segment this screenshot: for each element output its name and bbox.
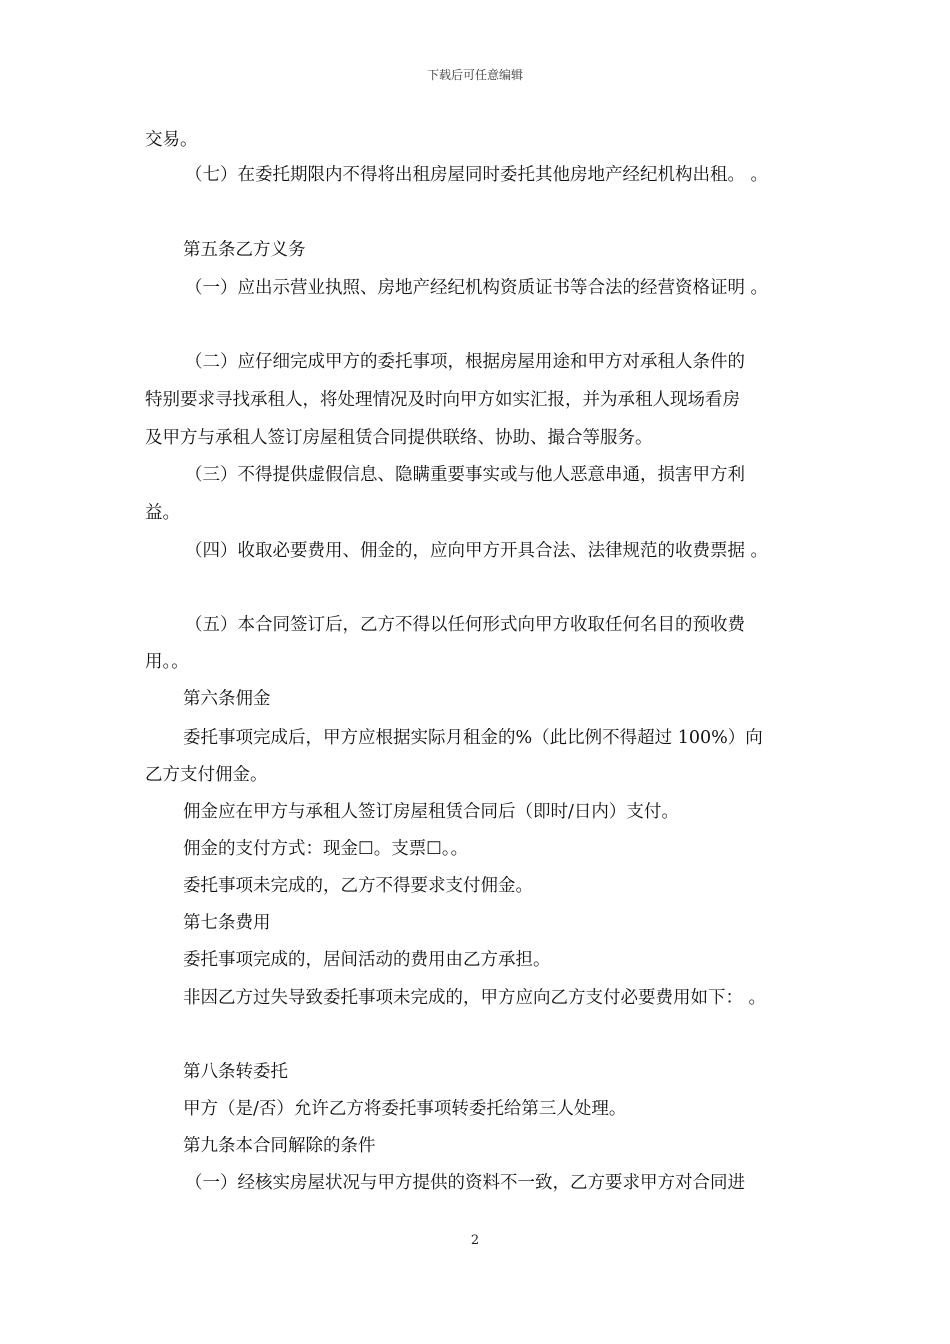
body-line: （七）在委托期限内不得将出租房屋同时委托其他房地产经纪机构出租。 。 (185, 165, 769, 185)
page-header: 下载后可任意编辑 (426, 68, 523, 82)
body-line: 乙方支付佣金。 (145, 765, 268, 785)
body-line: （四）收取必要费用、佣金的，应向甲方开具合法、法律规范的收费票据 。 (185, 541, 769, 561)
section-heading: 第五条乙方义务 (183, 240, 306, 260)
body-line: 益。 (145, 503, 180, 523)
section-heading: 第七条费用 (183, 913, 271, 933)
body-line: 佣金的支付方式：现金☐。支票☐。。 (183, 839, 469, 859)
section-heading: 第六条佣金 (183, 689, 271, 709)
body-line: （五）本合同签订后，乙方不得以任何形式向甲方收取任何名目的预收费 (185, 615, 745, 635)
body-line: 委托事项完成后，甲方应根据实际月租金的%（此比例不得超过 100%）向 (183, 728, 763, 748)
body-line: （二）应仔细完成甲方的委托事项，根据房屋用途和甲方对承租人条件的 (185, 352, 745, 372)
section-heading: 第八条转委托 (183, 1062, 288, 1082)
body-line: 交易。 (145, 130, 198, 150)
body-line: 甲方（是/否）允许乙方将委托事项转委托给第三人处理。 (183, 1099, 627, 1119)
page-number: 2 (470, 1233, 480, 1248)
body-line: 用。。 (145, 652, 189, 672)
body-line: 非因乙方过失导致委托事项未完成的，甲方应向乙方支付必要费用如下： 。 (183, 988, 767, 1008)
section-heading: 第九条本合同解除的条件 (183, 1136, 376, 1156)
body-line: 委托事项完成的，居间活动的费用由乙方承担。 (183, 950, 551, 970)
body-line: （三）不得提供虚假信息、隐瞒重要事实或与他人恶意串通，损害甲方利 (185, 465, 745, 485)
body-line: （一）经核实房屋状况与甲方提供的资料不一致，乙方要求甲方对合同进 (185, 1173, 745, 1193)
body-line: 及甲方与承租人签订房屋租赁合同提供联络、协助、撮合等服务。 (145, 428, 653, 448)
body-line: （一）应出示营业执照、房地产经纪机构资质证书等合法的经营资格证明 。 (185, 278, 769, 298)
body-line: 委托事项未完成的，乙方不得要求支付佣金。 (183, 876, 533, 896)
body-line: 佣金应在甲方与承租人签订房屋租赁合同后（即时/日内）支付。 (183, 802, 679, 822)
body-line: 特别要求寻找承租人，将处理情况及时向甲方如实汇报，并为承租人现场看房 (145, 390, 740, 410)
